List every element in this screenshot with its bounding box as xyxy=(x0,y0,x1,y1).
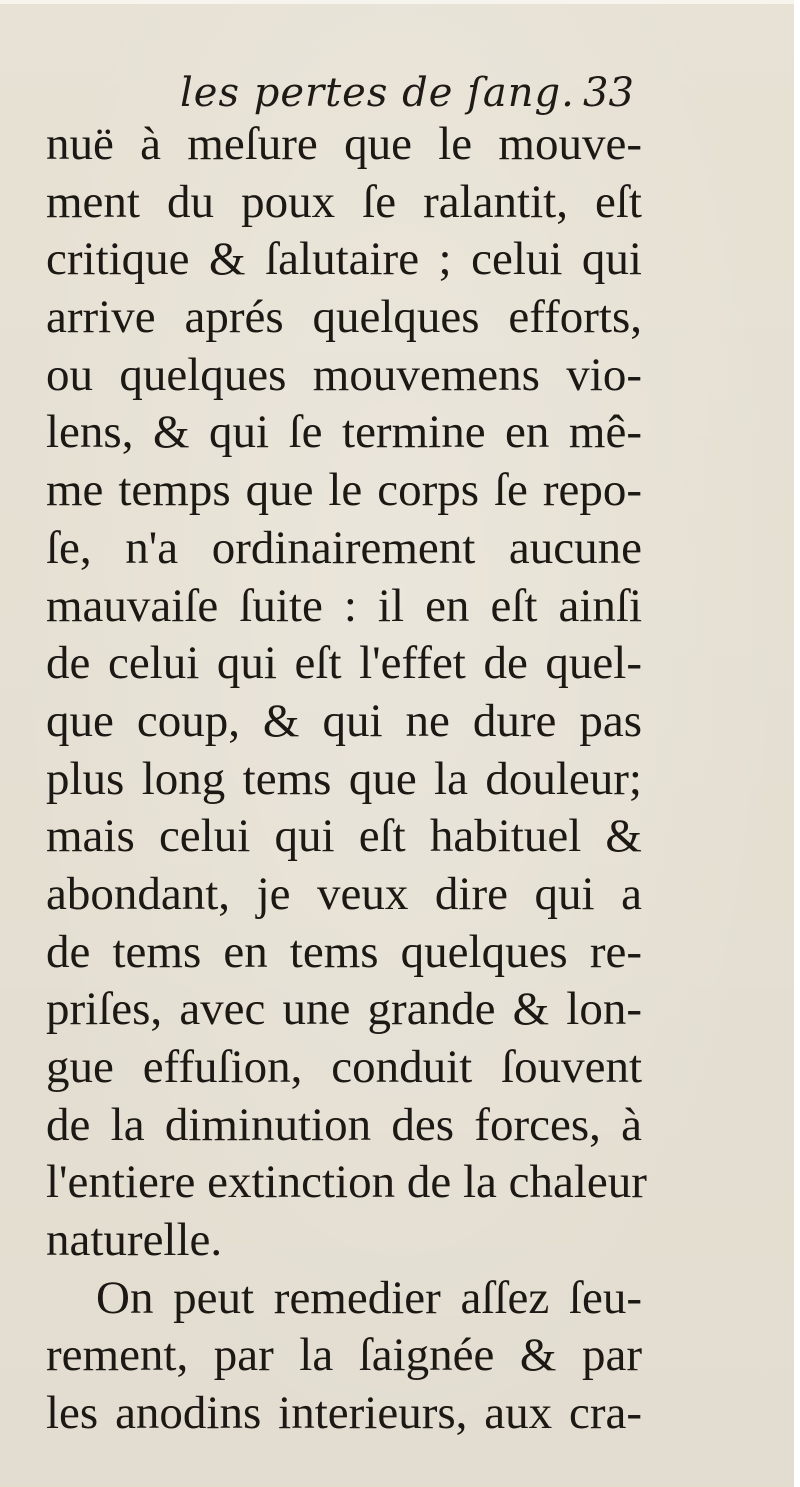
text-line: mauvaiſe ſuite : il en eſt ainſi xyxy=(46,579,642,632)
text-line: arrive aprés quelques efforts, xyxy=(46,291,642,344)
text-line: ſe, n'a ordinairement aucune xyxy=(46,521,642,574)
text-line: priſes, avec une grande & lon- xyxy=(46,983,642,1036)
text-line: On peut remedier aſſez ſeu- xyxy=(96,1271,642,1324)
text-line: mais celui qui eſt habituel & xyxy=(46,810,642,863)
running-head xyxy=(0,70,800,120)
text-line: l'entiere extinction de la chaleur xyxy=(46,1156,647,1209)
text-line: plus long tems que la douleur; xyxy=(46,752,642,805)
text-line: me temps que le corps ſe repo- xyxy=(46,464,642,517)
text-line: ou quelques mouvemens vio- xyxy=(46,348,642,401)
running-title: les pertes de ſang. xyxy=(180,70,575,116)
paragraph-1 xyxy=(46,116,647,1270)
text-line: de celui qui eſt l'effet de quel- xyxy=(46,637,642,690)
page-right-edge xyxy=(794,0,800,1487)
text-line: de tems en tems quelques re- xyxy=(46,925,642,978)
text-line: nuë à meſure que le mouve- xyxy=(46,118,642,170)
page-top-edge xyxy=(0,0,800,4)
page-number: 33 xyxy=(583,70,634,116)
text-line: les anodins interieurs, aux cra- xyxy=(46,1387,642,1440)
body-text xyxy=(46,116,647,1443)
text-line: de la diminution des forces, à xyxy=(46,1098,642,1151)
text-line: que coup, & qui ne dure pas xyxy=(46,694,642,747)
paragraph-2 xyxy=(46,1270,642,1443)
text-line: ment du poux ſe ralantit, eſt xyxy=(46,175,642,228)
text-line: lens, & qui ſe termine en mê- xyxy=(46,406,642,459)
text-line: gue effuſion, conduit ſouvent xyxy=(46,1041,642,1093)
text-line: critique & ſalutaire ; celui qui xyxy=(46,233,642,286)
text-line: naturelle. xyxy=(46,1214,223,1267)
text-line: rement, par la ſaignée & par xyxy=(46,1329,642,1382)
text-line: abondant, je veux dire qui a xyxy=(46,867,642,920)
